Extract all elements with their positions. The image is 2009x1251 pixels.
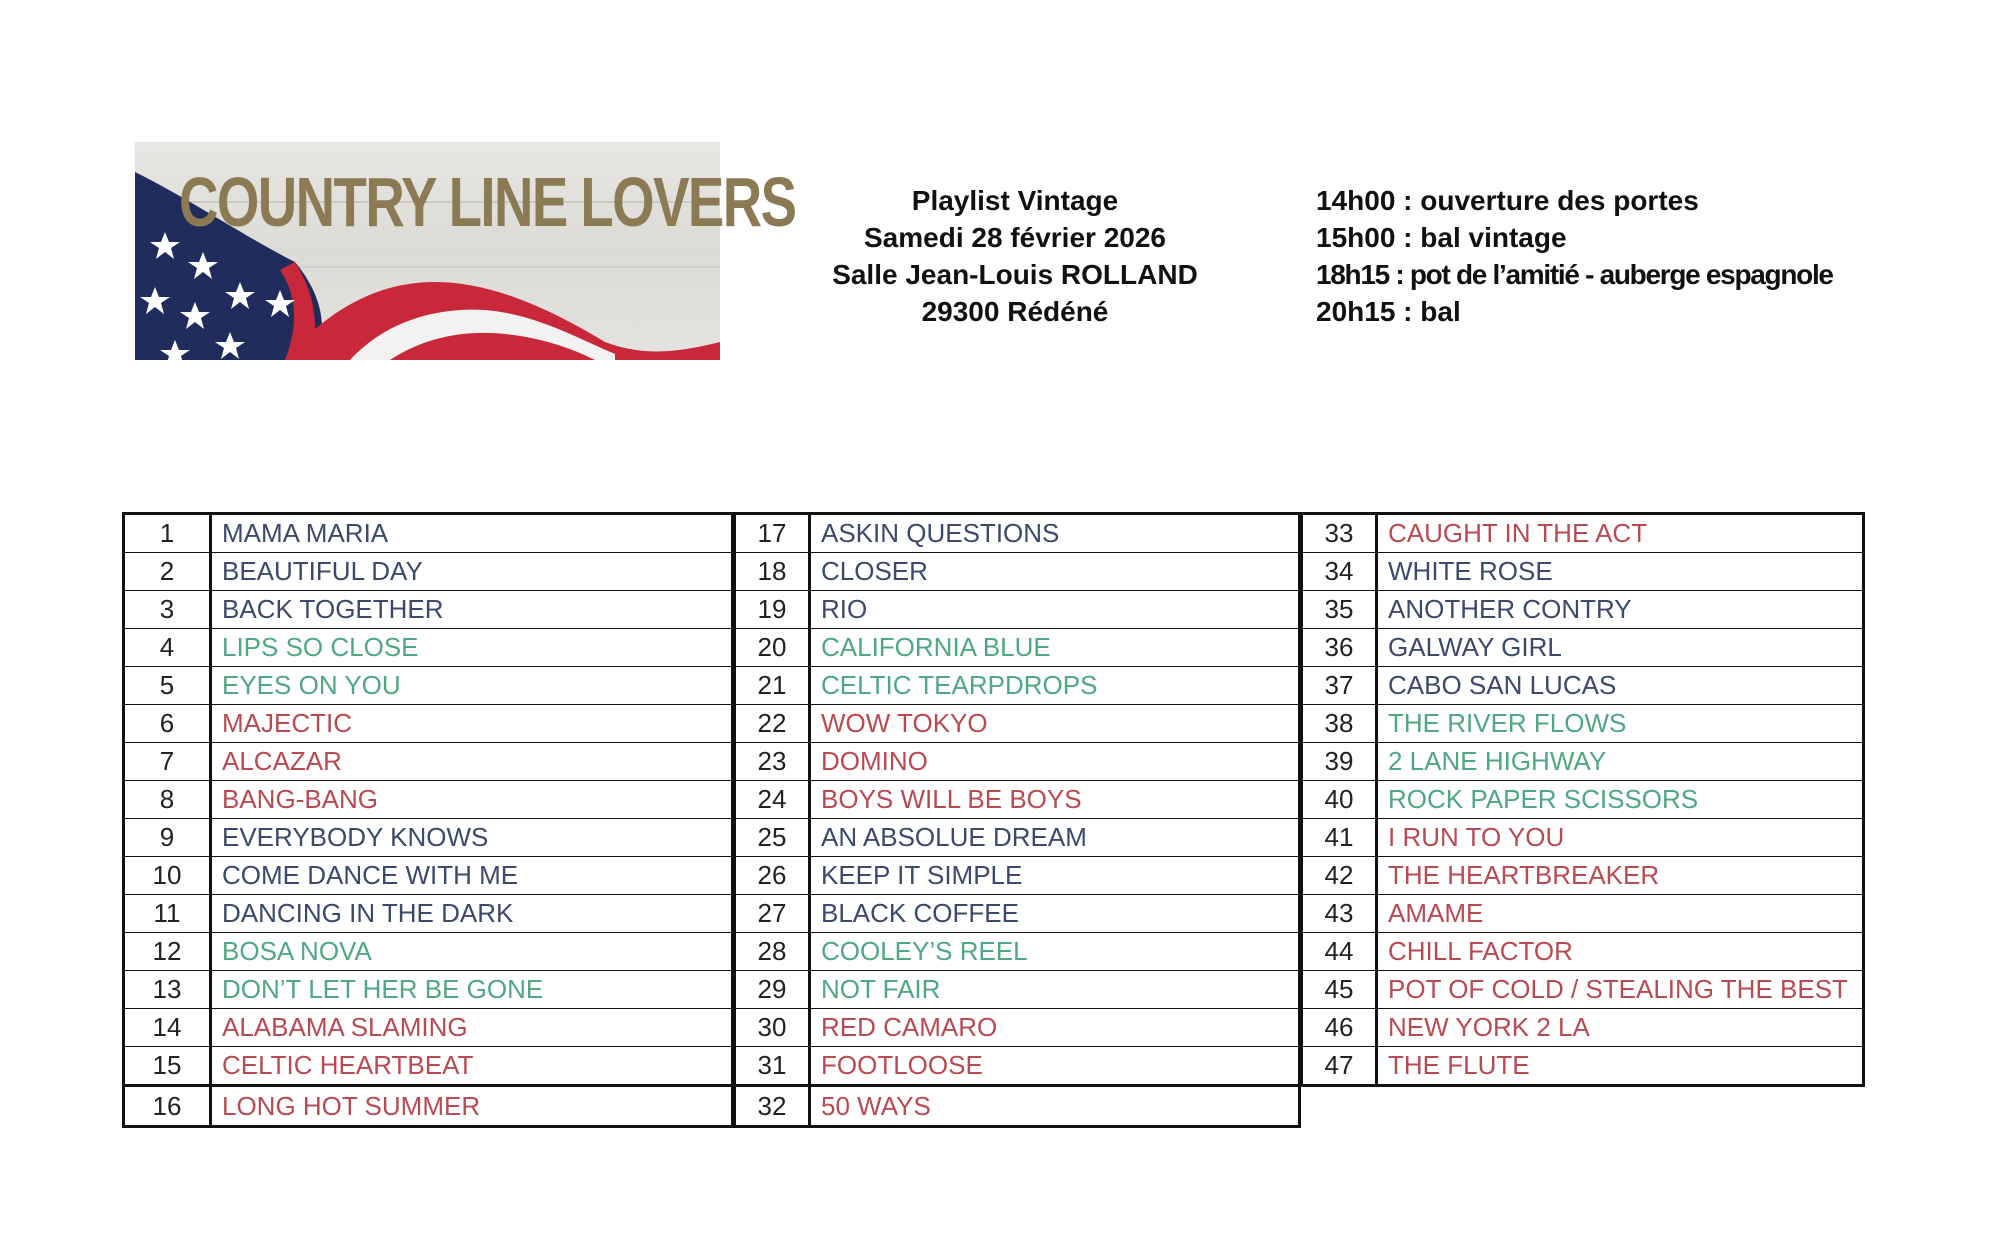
track-title: NOT FAIR [810,971,1300,1009]
track-title: CELTIC TEARPDROPS [810,667,1300,705]
table-row [124,819,733,857]
track-title: MAMA MARIA [211,514,733,553]
table-row [124,553,733,591]
track-number: 27 [735,895,810,933]
track-title: GALWAY GIRL [1377,629,1864,667]
track-title: BOYS WILL BE BOYS [810,781,1300,819]
table-row [1302,895,1864,933]
playlist-column-1 [122,512,734,1128]
track-number: 44 [1302,933,1377,971]
event-city: 29300 Rédéné [921,296,1109,327]
table-row [735,553,1300,591]
track-number: 29 [735,971,810,1009]
track-number: 40 [1302,781,1377,819]
table-row [1302,705,1864,743]
event-date: Samedi 28 février 2026 [864,222,1166,253]
schedule-line: 14h00 : ouverture des portes [1316,185,1699,216]
track-title: LIPS SO CLOSE [211,629,733,667]
table-row [735,1009,1300,1047]
track-number: 30 [735,1009,810,1047]
track-number: 23 [735,743,810,781]
track-title: ALCAZAR [211,743,733,781]
track-title: EYES ON YOU [211,667,733,705]
track-title: THE FLUTE [1377,1047,1864,1086]
table-row [735,857,1300,895]
track-title: I RUN TO YOU [1377,819,1864,857]
table-row [735,1086,1300,1127]
track-title: AMAME [1377,895,1864,933]
schedule-line: 20h15 : bal [1316,296,1461,327]
track-title: CALIFORNIA BLUE [810,629,1300,667]
track-title: EVERYBODY KNOWS [211,819,733,857]
event-title: Playlist Vintage [911,185,1119,216]
track-number: 9 [124,819,211,857]
track-number: 38 [1302,705,1377,743]
track-number: 13 [124,971,211,1009]
table-row [1302,1009,1864,1047]
track-number: 43 [1302,895,1377,933]
track-number: 45 [1302,971,1377,1009]
table-row [124,781,733,819]
track-number: 24 [735,781,810,819]
track-number: 17 [735,514,810,553]
table-row [1302,591,1864,629]
table-row [1302,1047,1864,1086]
table-row [1302,743,1864,781]
track-number: 6 [124,705,211,743]
track-title: RIO [810,591,1300,629]
table-row [124,1086,733,1127]
track-title: FOOTLOOSE [810,1047,1300,1086]
track-title: BEAUTIFUL DAY [211,553,733,591]
track-number: 19 [735,591,810,629]
track-number: 12 [124,933,211,971]
track-number: 10 [124,857,211,895]
table-row [124,629,733,667]
track-title: BANG-BANG [211,781,733,819]
track-title: CAUGHT IN THE ACT [1377,514,1864,553]
track-number: 37 [1302,667,1377,705]
track-number: 5 [124,667,211,705]
track-number: 11 [124,895,211,933]
track-title: NEW YORK 2 LA [1377,1009,1864,1047]
track-title: THE HEARTBREAKER [1377,857,1864,895]
table-row [124,971,733,1009]
table-row [1302,667,1864,705]
track-number: 35 [1302,591,1377,629]
track-title: KEEP IT SIMPLE [810,857,1300,895]
track-title: COOLEY’S REEL [810,933,1300,971]
table-row [1302,819,1864,857]
table-row [1302,553,1864,591]
track-number: 8 [124,781,211,819]
table-row [1302,857,1864,895]
table-row [735,1047,1300,1086]
track-number: 47 [1302,1047,1377,1086]
table-row [1302,629,1864,667]
track-number: 25 [735,819,810,857]
table-row [124,591,733,629]
playlist-column-2 [733,512,1301,1128]
track-title: BLACK COFFEE [810,895,1300,933]
track-number: 28 [735,933,810,971]
table-row [124,857,733,895]
playlist-column-3 [1300,512,1865,1087]
table-row [735,743,1300,781]
track-number: 18 [735,553,810,591]
table-row [1302,933,1864,971]
track-number: 20 [735,629,810,667]
track-title: ROCK PAPER SCISSORS [1377,781,1864,819]
table-row [124,514,733,553]
track-title: ANOTHER CONTRY [1377,591,1864,629]
track-number: 4 [124,629,211,667]
track-title: ASKIN QUESTIONS [810,514,1300,553]
table-row [735,705,1300,743]
track-number: 39 [1302,743,1377,781]
track-number: 3 [124,591,211,629]
track-title: THE RIVER FLOWS [1377,705,1864,743]
track-number: 26 [735,857,810,895]
track-title: WHITE ROSE [1377,553,1864,591]
track-title: RED CAMARO [810,1009,1300,1047]
track-number: 33 [1302,514,1377,553]
track-title: CLOSER [810,553,1300,591]
track-title: BOSA NOVA [211,933,733,971]
track-title: POT OF COLD / STEALING THE BEST [1377,971,1864,1009]
table-row [124,1009,733,1047]
track-title: 50 WAYS [810,1086,1300,1127]
track-number: 42 [1302,857,1377,895]
table-row [1302,514,1864,553]
track-title: WOW TOKYO [810,705,1300,743]
track-number: 2 [124,553,211,591]
track-title: COME DANCE WITH ME [211,857,733,895]
logo-banner [135,142,796,360]
track-number: 21 [735,667,810,705]
track-title: CABO SAN LUCAS [1377,667,1864,705]
table-row [735,514,1300,553]
schedule-line: 18h15 : pot de l’amitié - auberge espagnole [1316,259,1833,290]
table-row [735,933,1300,971]
track-number: 41 [1302,819,1377,857]
track-number: 14 [124,1009,211,1047]
track-title: MAJECTIC [211,705,733,743]
track-title: DON’T LET HER BE GONE [211,971,733,1009]
table-row [735,667,1300,705]
table-row [124,667,733,705]
table-row [124,933,733,971]
track-number: 7 [124,743,211,781]
track-title: ALABAMA SLAMING [211,1009,733,1047]
track-number: 46 [1302,1009,1377,1047]
track-title: LONG HOT SUMMER [211,1086,733,1127]
track-number: 15 [124,1047,211,1086]
table-row [735,971,1300,1009]
track-title: DOMINO [810,743,1300,781]
track-title: CELTIC HEARTBEAT [211,1047,733,1086]
table-row [124,1047,733,1086]
track-title: CHILL FACTOR [1377,933,1864,971]
track-number: 22 [735,705,810,743]
track-title: AN ABSOLUE DREAM [810,819,1300,857]
table-row [124,895,733,933]
event-info [790,182,1240,330]
schedule [1316,182,1996,330]
track-title: 2 LANE HIGHWAY [1377,743,1864,781]
track-title: DANCING IN THE DARK [211,895,733,933]
track-title: BACK TOGETHER [211,591,733,629]
table-row [124,705,733,743]
table-row [735,895,1300,933]
table-row [735,819,1300,857]
table-row [1302,781,1864,819]
track-number: 36 [1302,629,1377,667]
track-number: 32 [735,1086,810,1127]
track-number: 34 [1302,553,1377,591]
table-row [1302,971,1864,1009]
logo-title: COUNTRY LINE LOVERS [179,163,796,241]
event-venue: Salle Jean-Louis ROLLAND [832,259,1198,290]
track-number: 16 [124,1086,211,1127]
table-row [735,591,1300,629]
table-row [735,629,1300,667]
track-number: 1 [124,514,211,553]
table-row [124,743,733,781]
table-row [735,781,1300,819]
schedule-line: 15h00 : bal vintage [1316,222,1567,253]
track-number: 31 [735,1047,810,1086]
